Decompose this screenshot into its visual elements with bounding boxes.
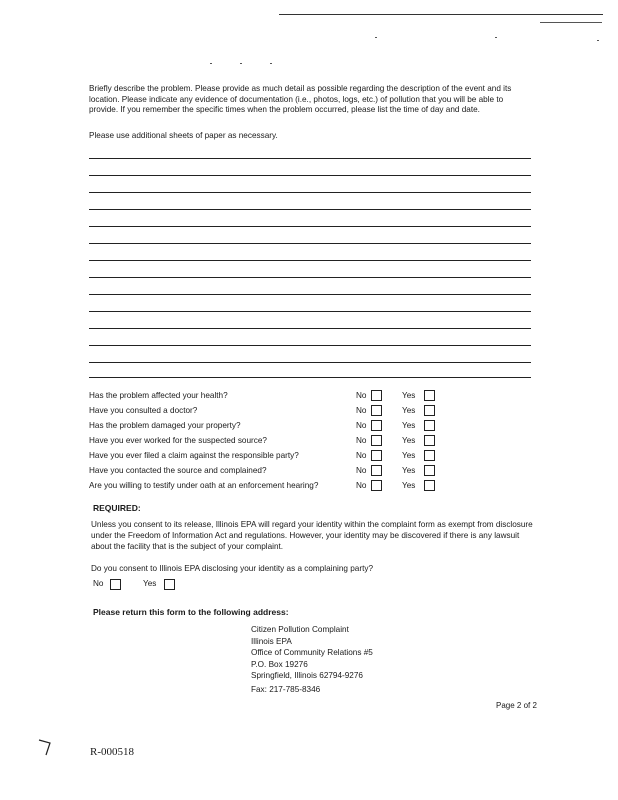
scan-speck <box>270 63 272 64</box>
yes-checkbox[interactable] <box>424 465 435 476</box>
fax-number: Fax: 217-785-8346 <box>251 685 321 694</box>
address-line: Citizen Pollution Complaint <box>251 625 349 634</box>
scan-speck <box>240 63 242 64</box>
scan-edge-line <box>540 22 602 23</box>
writing-line[interactable] <box>89 294 531 295</box>
no-label: No <box>356 391 367 400</box>
no-label: No <box>356 406 367 415</box>
writing-line[interactable] <box>89 158 531 159</box>
yes-checkbox[interactable] <box>424 450 435 461</box>
yes-label: Yes <box>402 436 416 445</box>
writing-line[interactable] <box>89 226 531 227</box>
yes-label: Yes <box>402 391 416 400</box>
question-text: Have you ever worked for the suspected source? <box>89 436 267 445</box>
no-checkbox[interactable] <box>371 420 382 431</box>
consent-no-label: No <box>93 579 104 588</box>
required-paragraph: Unless you consent to its release, Illinois EPA will regard your identity within the complaint form as exempt from disclosure under the Freedom of Information Act and regulations. However, your identity may be discovered if there is any lawsuit about the facility that is the subject of your complaint. <box>91 520 533 551</box>
writing-line[interactable] <box>89 345 531 346</box>
no-label: No <box>356 436 367 445</box>
no-label: No <box>356 421 367 430</box>
scan-speck <box>495 37 497 38</box>
question-text: Are you willing to testify under oath at an enforcement hearing? <box>89 481 319 490</box>
no-checkbox[interactable] <box>371 405 382 416</box>
yes-label: Yes <box>402 451 416 460</box>
yes-label: Yes <box>402 421 416 430</box>
writing-line[interactable] <box>89 328 531 329</box>
question-row <box>89 421 449 435</box>
address-line: P.O. Box 19276 <box>251 659 308 669</box>
question-row <box>89 481 449 495</box>
question-text: Have you ever filed a claim against the responsible party? <box>89 451 299 460</box>
yes-checkbox[interactable] <box>424 435 435 446</box>
yes-label: Yes <box>402 481 416 490</box>
consent-question: Do you consent to Illinois EPA disclosing your identity as a complaining party? <box>91 564 374 573</box>
additional-sheets-note: Please use additional sheets of paper as necessary. <box>89 131 278 140</box>
question-row <box>89 451 449 465</box>
required-heading: REQUIRED: <box>93 503 141 513</box>
scan-edge-line <box>279 14 603 15</box>
yes-checkbox[interactable] <box>424 390 435 401</box>
writing-line[interactable] <box>89 377 531 378</box>
writing-line[interactable] <box>89 260 531 261</box>
question-text: Have you consulted a doctor? <box>89 406 198 415</box>
description-instructions: Briefly describe the problem. Please provide as much detail as possible regarding the description of the event and its location. Please indicate any evidence of documentation (i.e., photos, logs, etc.) of pollution that you will be able to provide. If you remember the specific times when the problem occurred, please list the time of day and date. <box>89 84 512 114</box>
no-checkbox[interactable] <box>371 465 382 476</box>
scan-speck <box>210 63 212 64</box>
yes-label: Yes <box>402 406 416 415</box>
writing-line[interactable] <box>89 192 531 193</box>
writing-line[interactable] <box>89 243 531 244</box>
no-label: No <box>356 481 367 490</box>
question-row <box>89 436 449 450</box>
consent-no-checkbox[interactable] <box>110 579 121 590</box>
writing-line[interactable] <box>89 277 531 278</box>
yes-checkbox[interactable] <box>424 480 435 491</box>
return-heading: Please return this form to the following address: <box>93 607 289 617</box>
no-checkbox[interactable] <box>371 480 382 491</box>
no-checkbox[interactable] <box>371 450 382 461</box>
address-line: Illinois EPA <box>251 636 292 646</box>
yes-label: Yes <box>402 466 416 475</box>
question-text: Has the problem affected your health? <box>89 391 228 400</box>
scan-speck <box>375 37 377 38</box>
yes-checkbox[interactable] <box>424 420 435 431</box>
question-row <box>89 406 449 420</box>
no-checkbox[interactable] <box>371 435 382 446</box>
address-line: Office of Community Relations #5 <box>251 648 373 657</box>
consent-yes-checkbox[interactable] <box>164 579 175 590</box>
question-row <box>89 391 449 405</box>
writing-line[interactable] <box>89 209 531 210</box>
question-text: Has the problem damaged your property? <box>89 421 241 430</box>
writing-line[interactable] <box>89 311 531 312</box>
yes-checkbox[interactable] <box>424 405 435 416</box>
address-line: Springfield, Illinois 62794-9276 <box>251 671 363 680</box>
writing-line[interactable] <box>89 362 531 363</box>
no-label: No <box>356 466 367 475</box>
consent-yes-label: Yes <box>143 579 157 588</box>
page-number: Page 2 of 2 <box>496 701 537 710</box>
no-label: No <box>356 451 367 460</box>
bates-number: R-000518 <box>90 746 134 758</box>
question-row <box>89 466 449 480</box>
writing-line[interactable] <box>89 175 531 176</box>
no-checkbox[interactable] <box>371 390 382 401</box>
question-text: Have you contacted the source and complained? <box>89 466 267 475</box>
scan-speck <box>597 40 599 41</box>
handwritten-check-mark-icon <box>38 736 60 756</box>
mailing-address <box>251 624 373 682</box>
